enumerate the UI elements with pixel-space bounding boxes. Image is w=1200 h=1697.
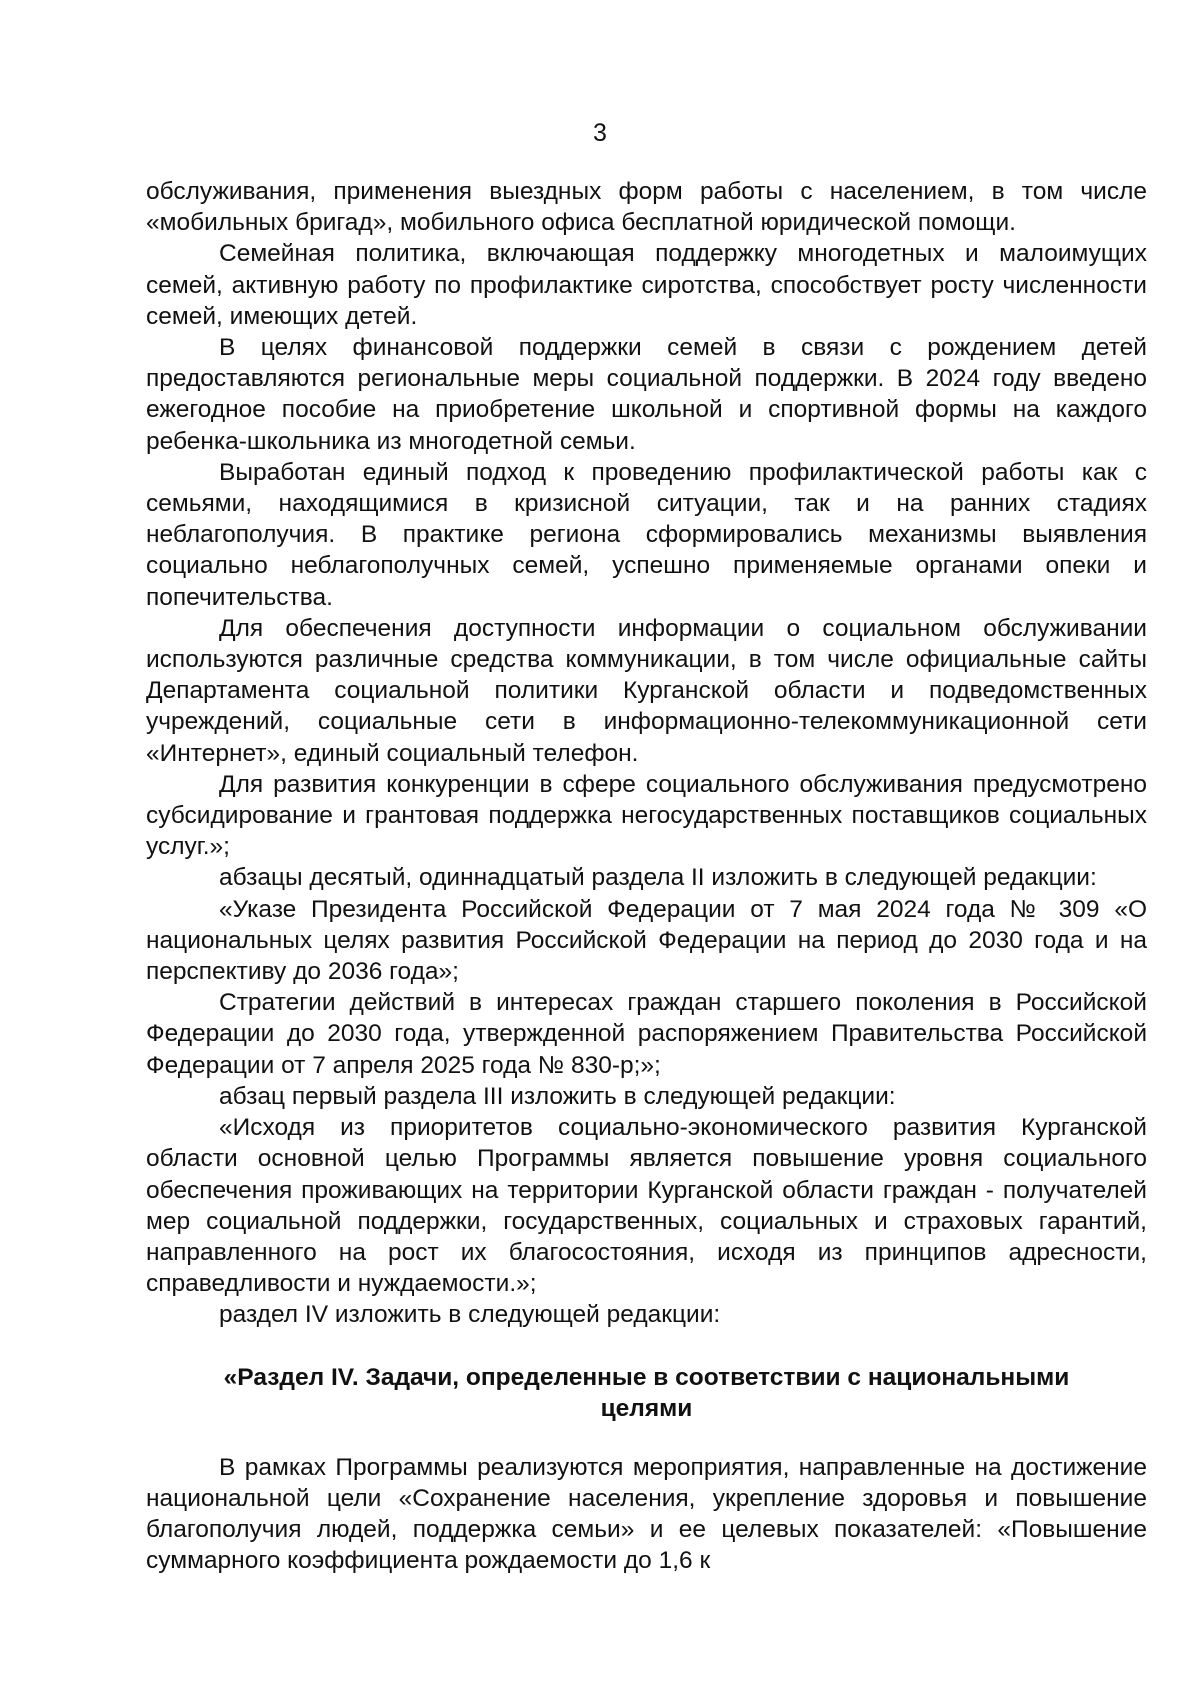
paragraph: абзац первый раздела III изложить в следующей редакции: xyxy=(219,1082,896,1110)
paragraph: В рамках Программы реализуются мероприятия, направленные на достижение национальной цели «Сохранение населения, укрепление здоровья и повышение благополучия людей, поддержка семьи» и ее целевых показателей: «Повышение суммарного коэффициента рождаемости до 1,6 к xyxy=(146,1453,1147,1575)
paragraph: Выработан единый подход к проведению профилактической работы как с семьями, находящимися в кризисной ситуации, так и на ранних стадиях неблагополучия. В практике региона сформировались механизмы выявления социально неблагополучных семей, успешно применяемые органами опеки и попечительства. xyxy=(146,458,1147,611)
paragraph: абзацы десятый, одиннадцатый раздела II изложить в следующей редакции: xyxy=(219,864,1097,892)
paragraph: Для обеспечения доступности информации о социальном обслуживании используются различные средства коммуникации, в том числе официальные сайты Департамента социальной политики Курганской области и подведомственных учреждений, социальные сети в информационно-телекоммуникационной сети «Интернет», единый социальный телефон. xyxy=(146,614,1147,767)
paragraphs-before-heading xyxy=(146,176,1147,1331)
document-body xyxy=(146,176,1147,1576)
page-number: 3 xyxy=(593,119,607,147)
paragraphs-after-heading xyxy=(146,1452,1147,1577)
paragraph: «Исходя из приоритетов социально-экономического развития Курганской области основной целью Программы является повышение уровня социального обеспечения проживающих на территории Курганской области граждан - получателей мер социальной поддержки, государственных, социальных и страховых гарантий, направленного на рост их благосостояния, исходя из принципов адресности, справедливости и нуждаемости.»; xyxy=(146,1114,1147,1298)
paragraph: «Указе Президента Российской Федерации от 7 мая 2024 года № 309 «О национальных целях развития Российской Федерации на период до 2030 года и на перспективу до 2036 года»; xyxy=(146,895,1147,986)
paragraph: раздел IV изложить в следующей редакции: xyxy=(219,1301,721,1329)
paragraph: Семейная политика, включающая поддержку многодетных и малоимущих семей, активную работу по профилактике сиротства, способствует росту численности семей, имеющих детей. xyxy=(146,240,1147,330)
paragraph: В целях финансовой поддержки семей в связи с рождением детей предоставляются региональные меры социальной поддержки. В 2024 году введено ежегодное пособие на приобретение школьной и спортивной формы на каждого ребенка-школьника из многодетной семьи. xyxy=(146,334,1147,455)
paragraph: обслуживания, применения выездных форм работы с населением, в том числе «мобильных бригад», мобильного офиса бесплатной юридической помощи. xyxy=(146,178,1147,237)
section-heading: «Раздел IV. Задачи, определенные в соответствии с национальными целями xyxy=(223,1363,1070,1422)
paragraph: Стратегии действий в интересах граждан старшего поколения в Российской Федерации до 2030 года, утвержденной распоряжением Правительства Российской Федерации от 7 апреля 2025 года № 830-р;»; xyxy=(146,989,1147,1079)
paragraph: Для развития конкуренции в сфере социального обслуживания предусмотрено субсидирование и грантовая поддержка негосударственных поставщиков социальных услуг.»; xyxy=(146,770,1147,861)
